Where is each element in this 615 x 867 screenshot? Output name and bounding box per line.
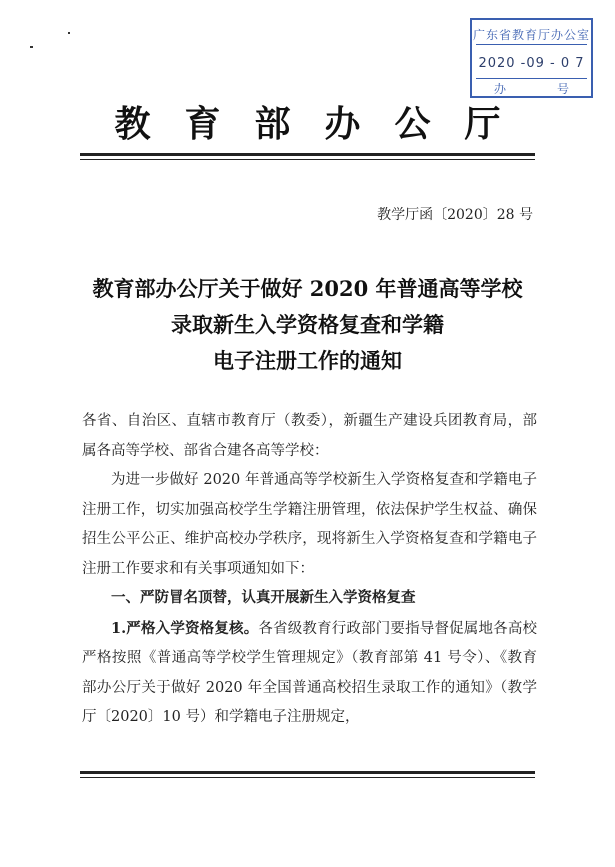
title-line: 教育部办公厅关于做好 2020 年普通高等学校 <box>92 276 523 301</box>
document-number: 教学厅函〔2020〕28 号 <box>377 207 533 223</box>
item-paragraph <box>82 614 537 733</box>
stamp-divider <box>476 44 587 45</box>
item-label: 1.严格入学资格复核。 <box>111 619 259 637</box>
issuer-header: 教育部办公厅 <box>114 103 535 145</box>
recipients-paragraph: 各省、自治区、直辖市教育厅（教委），新疆生产建设兵团教育局，部属各高等学校、部省合建各高等学校： <box>82 413 537 459</box>
scan-speck <box>30 46 33 48</box>
item-text: 各省级教育行政部门要指导督促属地各高校严格按照《普通高等学校学生管理规定》（教育部第 41 号令）、《教育部办公厅关于做好 2020 年全国普通高校招生录取工作的通知》（教学厅〔2020〕10 号）和学籍电子注册规定， <box>82 620 537 725</box>
scan-specks <box>30 40 38 48</box>
received-stamp <box>470 18 593 98</box>
title-line: 录取新生入学资格复查和学籍 <box>171 312 444 337</box>
document-title <box>0 271 615 379</box>
header-rule-thick <box>80 153 535 156</box>
stamp-date: 2020 -09 - 0 7 <box>478 56 585 71</box>
intro-paragraph: 为进一步做好 2020 年普通高等学校新生入学资格复查和学籍电子注册工作，切实加强高校学生学籍注册管理，依法保护学生权益、确保招生公平公正、维护高校办学秩序，现将新生入学资格复查和学籍电子注册工作要求和有关事项通知如下： <box>82 472 537 577</box>
title-line: 电子注册工作的通知 <box>213 348 402 373</box>
stamp-footer-left: 办 <box>494 82 507 96</box>
stamp-organization: 广东省教育厅办公室 <box>472 28 590 42</box>
stamp-divider <box>476 78 587 79</box>
footer-rule-thin <box>80 777 535 778</box>
stamp-footer-right: 号 <box>556 82 569 96</box>
scan-speck <box>68 32 70 34</box>
document-body <box>82 407 537 733</box>
section-heading: 一、严防冒名顶替，认真开展新生入学资格复查 <box>111 590 416 606</box>
header-rule-thin <box>80 159 535 160</box>
footer-rule-thick <box>80 771 535 774</box>
